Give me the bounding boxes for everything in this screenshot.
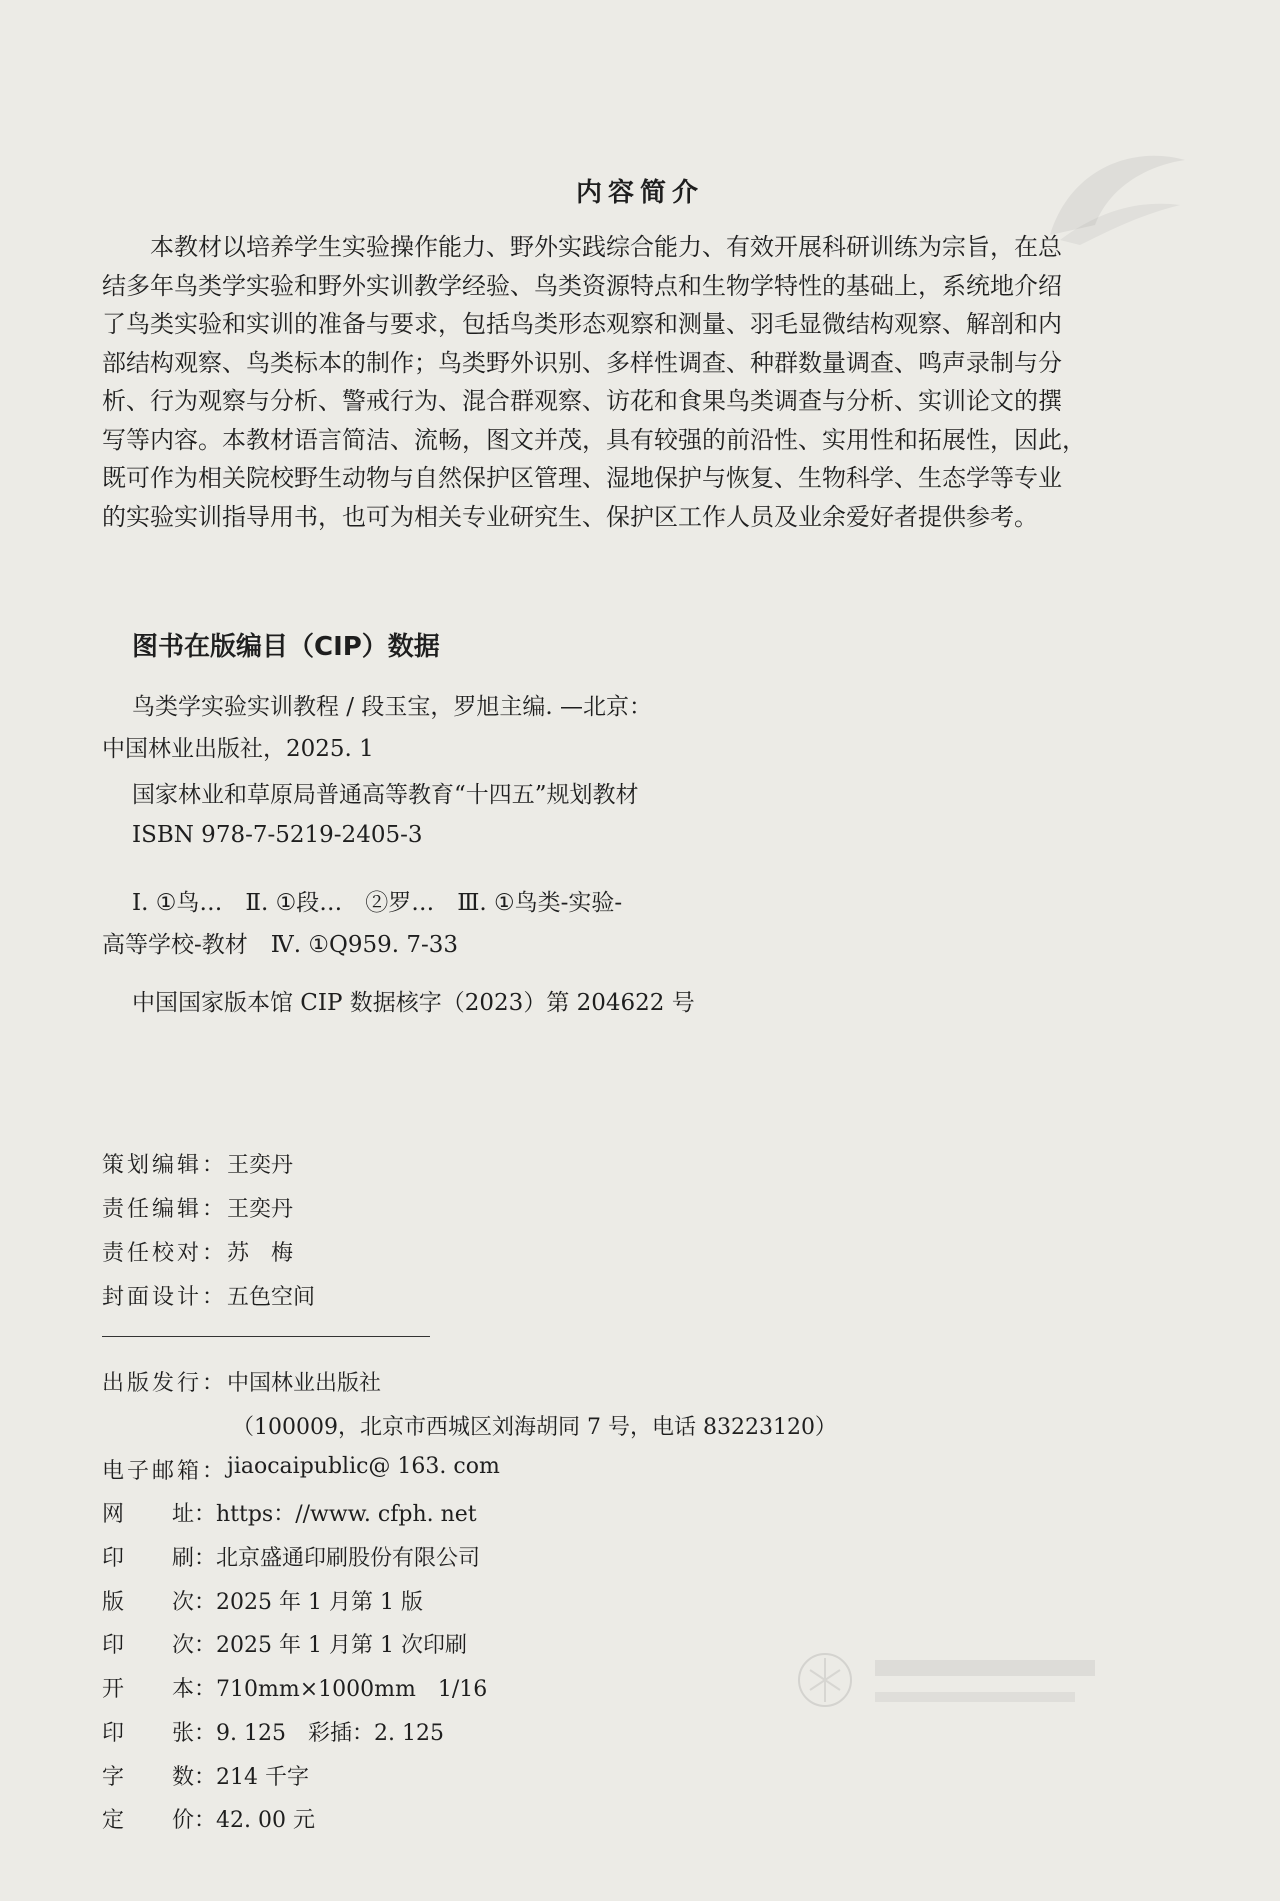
pub-value: 中国林业出版社 <box>227 1371 382 1396</box>
pub-value: https：//www. cfph. net <box>216 1502 477 1527</box>
pub-row-word-count <box>102 1760 309 1791</box>
summary-line: 本教材以培养学生实验操作能力、野外实践综合能力、有效开展科研训练为宗旨，在总 <box>150 233 1062 261</box>
staff-label: 责任校对： <box>102 1241 228 1266</box>
pub-label-char: 址： <box>171 1502 216 1527</box>
staff-row-planning-editor <box>102 1148 293 1179</box>
pub-value: 2025 年 1 月第 1 次印刷 <box>216 1633 467 1658</box>
staff-value: 五色空间 <box>227 1285 316 1310</box>
pub-label-char: 开 <box>102 1677 125 1702</box>
pub-label <box>102 1585 216 1616</box>
pub-label <box>102 1803 216 1834</box>
cip-classification-line-2: 高等学校-教材 Ⅳ. ①Q959. 7-33 <box>102 932 459 958</box>
pub-row-edition <box>102 1585 423 1616</box>
pub-label <box>102 1716 216 1747</box>
pub-row-sheets <box>102 1716 444 1747</box>
pub-label <box>102 1541 216 1572</box>
pub-row-format <box>102 1672 487 1703</box>
publisher-logo-watermark <box>780 1640 1120 1734</box>
pub-label-char: 本： <box>171 1677 216 1702</box>
staff-value: 苏 梅 <box>227 1241 294 1266</box>
pub-row-price <box>102 1803 315 1834</box>
pub-label: 电子邮箱： <box>102 1459 228 1484</box>
summary-line: 部结构观察、鸟类标本的制作；鸟类野外识别、多样性调查、种群数量调查、鸣声录制与分 <box>102 348 1062 377</box>
pub-row-printer <box>102 1541 480 1572</box>
pub-row-impression <box>102 1628 467 1659</box>
pub-value: 42. 00 元 <box>216 1808 315 1833</box>
pub-label-char: 张： <box>171 1721 216 1746</box>
staff-label: 封面设计： <box>102 1285 228 1310</box>
pub-label-char: 价： <box>171 1808 216 1833</box>
pub-label <box>102 1497 216 1528</box>
pub-row-email <box>102 1454 500 1485</box>
pub-label-char: 数： <box>171 1765 216 1790</box>
pub-label: 出版发行： <box>102 1371 228 1396</box>
cip-publisher-line: 中国林业出版社，2025. 1 <box>102 736 374 762</box>
cip-series-line: 国家林业和草原局普通高等教育“十四五”规划教材 <box>132 782 639 808</box>
cip-record-number: 中国国家版本馆 CIP 数据核字（2023）第 204622 号 <box>132 990 695 1016</box>
summary-line: 的实验实训指导用书，也可为相关专业研究生、保护区工作人员及业余爱好者提供参考。 <box>102 502 1038 531</box>
pub-label-char: 刷： <box>171 1546 216 1571</box>
staff-row-responsible-editor <box>102 1192 293 1223</box>
staff-label: 责任编辑： <box>102 1197 228 1222</box>
staff-row-cover-design <box>102 1280 315 1311</box>
cip-heading: 图书在版编目（CIP）数据 <box>132 632 440 662</box>
pub-label <box>102 1628 216 1659</box>
pub-label-char: 定 <box>102 1808 125 1833</box>
pub-value: 214 千字 <box>216 1765 309 1790</box>
pub-row-address <box>232 1410 837 1441</box>
pub-value: 北京盛通印刷股份有限公司 <box>216 1546 481 1571</box>
pub-value: jiaocaipublic@ 163. com <box>227 1454 500 1479</box>
pub-label <box>102 1672 216 1703</box>
pub-address: （100009，北京市西城区刘海胡同 7 号，电话 83223120） <box>232 1415 837 1440</box>
summary-paragraph <box>102 228 1222 536</box>
pub-label-char: 字 <box>102 1765 125 1790</box>
summary-line: 结多年鸟类学实验和野外实训教学经验、鸟类资源特点和生物学特性的基础上，系统地介绍 <box>102 271 1062 300</box>
staff-label: 策划编辑： <box>102 1153 228 1178</box>
pub-label-char: 网 <box>102 1502 125 1527</box>
staff-value: 王奕丹 <box>227 1197 294 1222</box>
cip-classification-line: Ⅰ. ①鸟… Ⅱ. ①段… ②罗… Ⅲ. ①鸟类-实验- <box>132 890 623 916</box>
divider <box>102 1336 430 1337</box>
pub-label-char: 印 <box>102 1633 125 1658</box>
pub-label <box>102 1760 216 1791</box>
pub-value: 710mm×1000mm 1/16 <box>216 1677 488 1702</box>
summary-line: 既可作为相关院校野生动物与自然保护区管理、湿地保护与恢复、生物科学、生态学等专业 <box>102 464 1062 492</box>
pub-label-char: 次： <box>171 1590 216 1615</box>
summary-line: 写等内容。本教材语言简洁、流畅，图文并茂，具有较强的前沿性、实用性和拓展性，因此， <box>102 425 1086 454</box>
pub-label-char: 印 <box>102 1721 125 1746</box>
cip-title-line: 鸟类学实验实训教程 / 段玉宝，罗旭主编. —北京： <box>132 694 652 720</box>
pub-row-publisher <box>102 1366 381 1397</box>
pub-row-website <box>102 1497 477 1528</box>
pub-value: 9. 125 彩插：2. 125 <box>216 1721 444 1746</box>
cip-isbn-line: ISBN 978-7-5219-2405-3 <box>132 822 423 848</box>
pub-label-char: 印 <box>102 1546 125 1571</box>
pub-label-char: 版 <box>102 1590 125 1615</box>
summary-line: 了鸟类实验和实训的准备与要求，包括鸟类形态观察和测量、羽毛显微结构观察、解剖和内 <box>102 310 1062 338</box>
summary-line: 析、行为观察与分析、警戒行为、混合群观察、访花和食果鸟类调查与分析、实训论文的撰 <box>102 387 1062 415</box>
summary-title: 内容简介 <box>575 178 704 208</box>
pub-label-char: 次： <box>171 1633 216 1658</box>
staff-row-proofreader <box>102 1236 293 1267</box>
pub-value: 2025 年 1 月第 1 版 <box>216 1590 423 1615</box>
staff-value: 王奕丹 <box>227 1153 294 1178</box>
